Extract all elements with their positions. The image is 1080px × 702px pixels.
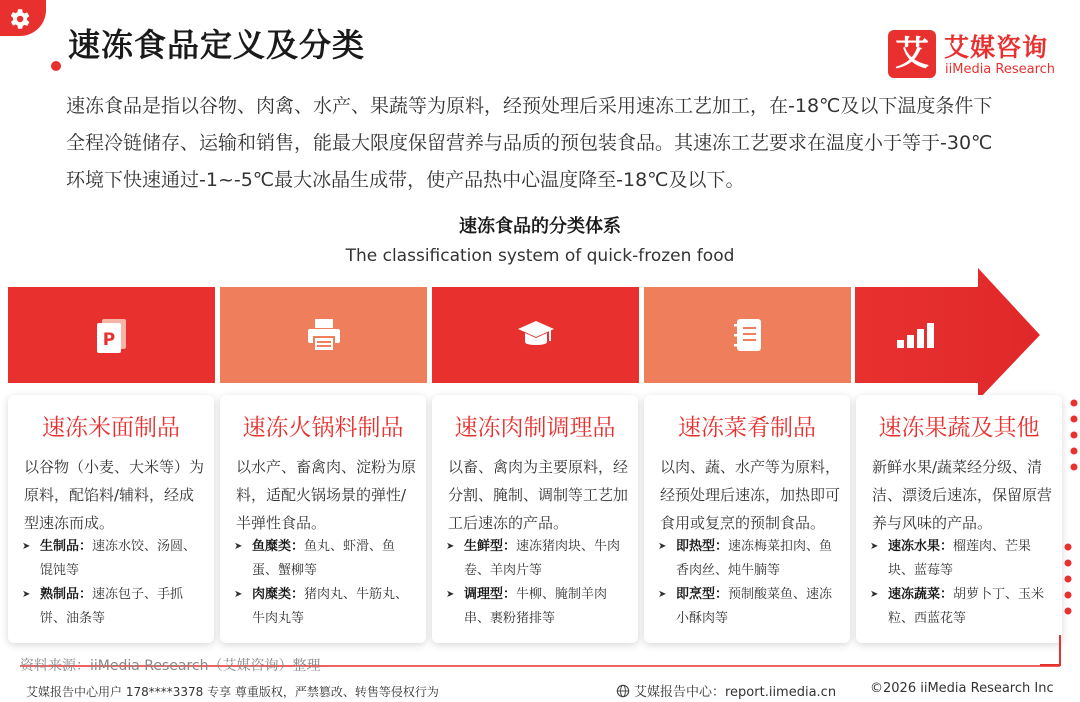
intro-paragraph: 速冻食品是指以谷物、肉禽、水产、果蔬等为原料，经预处理后采用速冻工艺加工，在-18℃及以下温度条件下全程冷链储存、运输和销售，能最大限度保留营养与品质的预包装食品。其速冻工艺要求在温度小于等于-30℃环境下快速通过-1~-5℃最大冰晶生成带，使产品热中心温度降至-18℃及以下。: [66, 95, 993, 191]
bullet-label: 熟制品：: [40, 587, 93, 602]
bullet-label: 鱼糜类：: [252, 539, 305, 554]
bullet-label: 调理型：: [464, 587, 517, 602]
bullet-arrow-icon: ➤: [658, 589, 667, 600]
svg-text:P: P: [102, 330, 115, 350]
bullet-arrow-icon: ➤: [658, 541, 667, 552]
bullet-arrow-icon: ➤: [446, 589, 455, 600]
signal-bars-icon: [895, 320, 939, 350]
graduation-cap-icon: [516, 315, 556, 355]
bullet-arrow-icon: ➤: [234, 541, 243, 552]
footer-copyright-notice: 艾媒报告中心用户 178****3378 专享 尊重版权，严禁篡改、转售等侵权行为: [26, 685, 439, 699]
category-bullet: [22, 583, 206, 631]
bullet-arrow-icon: ➤: [234, 589, 243, 600]
banner-dishes: [644, 287, 851, 383]
bullet-arrow-icon: ➤: [870, 541, 879, 552]
decorative-dot: [51, 61, 61, 71]
category-title: 速冻米面制品: [42, 415, 180, 441]
bullet-text: 胡萝卜丁、玉米粒、西蓝花等: [888, 587, 1045, 626]
category-desc: 以肉、蔬、水产等为原料，经预处理后速冻，加热即可食用或复烹的预制食品。: [660, 458, 841, 532]
banner-rice-noodle: [8, 287, 215, 383]
bullet-text: 榴莲肉、芒果块、蓝莓等: [888, 539, 1032, 578]
bullet-label: 即热型：: [676, 539, 729, 554]
category-card-rice-noodle: [8, 395, 214, 643]
bullet-label: 肉糜类：: [252, 587, 305, 602]
category-bullet: [870, 535, 1054, 583]
bullet-text: 速冻水饺、汤圆、馄饨等: [40, 539, 197, 578]
footer-report-center: [616, 681, 836, 700]
bullet-text: 鱼丸、虾滑、鱼蛋、蟹柳等: [252, 539, 396, 578]
globe-icon: [616, 684, 630, 698]
category-title: 速冻果蔬及其他: [878, 415, 1040, 441]
bullet-label: 生鲜型：: [464, 539, 517, 554]
category-bullet: [22, 535, 206, 583]
logo-name-en: iiMedia Research: [945, 62, 1056, 77]
category-bullet: [234, 535, 418, 583]
classification-title-en: The classification system of quick-frozen food: [345, 246, 735, 266]
bullet-label: 生制品：: [40, 539, 93, 554]
category-bullet: [446, 535, 630, 583]
category-desc: 以谷物（小麦、大米等）为原料，配馅料/辅料，经成型速冻而成。: [24, 458, 205, 532]
bullet-label: 速冻蔬菜：: [888, 587, 954, 602]
category-card-meat: [432, 395, 638, 643]
category-desc: 以水产、畜禽肉、淀粉为原料，适配火锅场景的弹性/半弹性食品。: [236, 458, 417, 532]
category-card-hotpot: [220, 395, 426, 643]
category-title: 速冻火锅料制品: [242, 415, 404, 441]
bullet-text: 速冻梅菜扣肉、鱼香肉丝、炖牛腩等: [676, 539, 833, 578]
banner-meat: [432, 287, 639, 383]
bullet-text: 牛柳、腌制羊肉串、裹粉猪排等: [464, 587, 608, 626]
notebook-icon: [728, 315, 768, 355]
bullet-text: 速冻包子、手抓饼、油条等: [40, 587, 184, 626]
banner-hotpot: [220, 287, 427, 383]
category-desc: 新鲜水果/蔬菜经分级、清洁、漂烫后速冻，保留原营养与风味的产品。: [872, 458, 1053, 532]
bullet-label: 即烹型：: [676, 587, 729, 602]
logo-mark: 艾: [888, 30, 936, 78]
bullet-arrow-icon: ➤: [22, 589, 31, 600]
category-bullet: [446, 583, 630, 631]
gear-icon: [6, 6, 32, 32]
classification-title-cn: 速冻食品的分类体系: [459, 216, 621, 237]
bullet-arrow-icon: ➤: [870, 589, 879, 600]
category-card-dishes: [644, 395, 850, 643]
bullet-label: 速冻水果：: [888, 539, 954, 554]
bullet-arrow-icon: ➤: [446, 541, 455, 552]
category-bullet: [870, 583, 1054, 631]
logo-name-cn: 艾媒咨询: [944, 33, 1049, 62]
category-desc: 以畜、禽肉为主要原料，经分割、腌制、调制等工艺加工后速冻的产品。: [448, 458, 629, 532]
category-bullet: [658, 535, 842, 583]
bullet-text: 猪肉丸、牛筋丸、牛肉丸等: [252, 587, 409, 626]
category-bullet: [658, 583, 842, 631]
printer-icon: [304, 315, 344, 355]
category-title: 速冻菜肴制品: [678, 415, 816, 441]
document-p-icon: [92, 315, 132, 355]
footer-report-center-text: 艾媒报告中心：report.iimedia.cn: [634, 685, 837, 700]
decorative-dots: [1040, 395, 1080, 680]
logo: [888, 30, 1068, 82]
bullet-text: 预制酸菜鱼、速冻小酥肉等: [676, 587, 833, 626]
footer-copyright: ©2026 iiMedia Research Inc: [870, 681, 1054, 696]
category-bullet: [234, 583, 418, 631]
banner-fruit-veg: [856, 287, 978, 383]
page-title: 速冻食品定义及分类: [68, 26, 366, 64]
bullet-arrow-icon: ➤: [22, 541, 31, 552]
corner-badge: [0, 0, 46, 36]
bullet-text: 速冻猪肉块、牛肉卷、羊肉片等: [464, 539, 621, 578]
category-card-fruit-veg: [856, 395, 1062, 643]
source-note: 资料来源：iiMedia Research（艾媒咨询）整理: [20, 658, 321, 674]
category-title: 速冻肉制调理品: [454, 415, 616, 441]
